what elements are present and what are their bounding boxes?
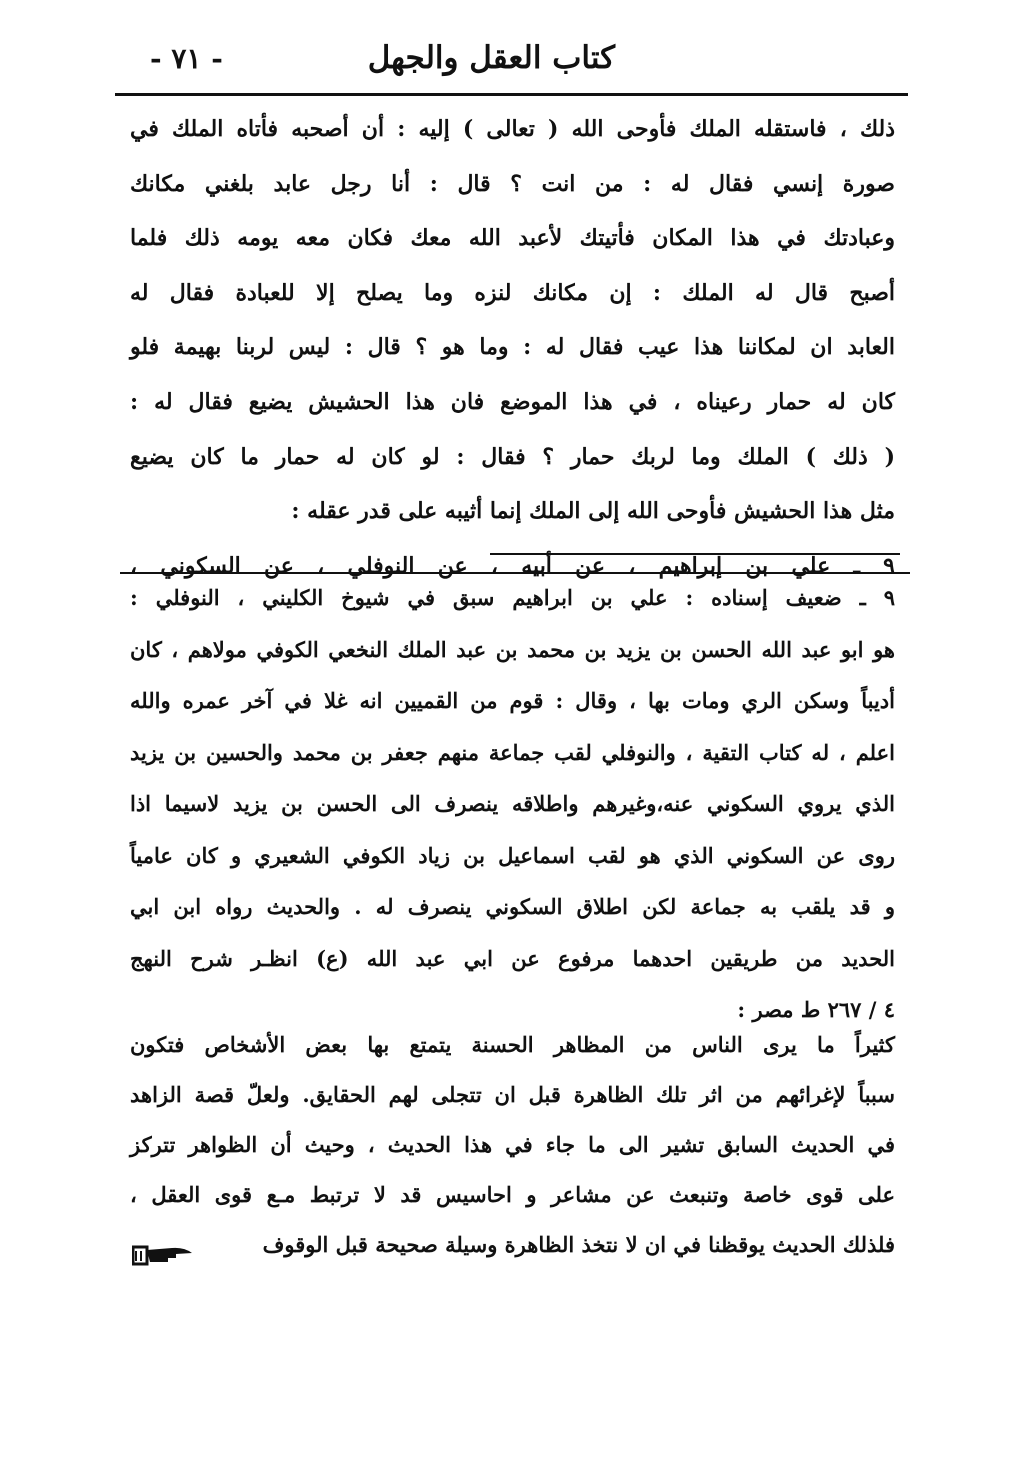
footnotes [130,572,895,1036]
page-number: - ٧١ - [150,42,223,75]
main-line: صورة إنسي فقال له : من انت ؟ قال : أنا رجل عابد بلغني مكانك [130,170,895,197]
footnote-line: هو ابو عبد الله الحسن بن يزيد بن محمد بن عبد الملك النخعي الكوفي مولاهم ، كان [130,636,895,662]
continue-hand-icon [132,1242,194,1268]
footnote-line: أديباً وسكن الري ومات بها ، وقال : قوم من القميين انه غلا في آخر عمره والله [130,688,895,713]
commentary-line: سبباً لإغرائهم من اثر تلك الظاهرة قبل ان تتجلى لهم الحقايق. ولعلّ قصة الزاهد [130,1082,895,1107]
footnote-line: روى عن السكوني الذي هو لقب اسماعيل بن زياد الكوفي الشعيري و كان عامياً [130,842,895,868]
main-line: ( ذلك ) الملك وما لربك حمار ؟ فقال : لو كان له حمار ما كان يضيع [130,443,895,470]
footnote-line: اعلم ، له كتاب التقية ، والنوفلي لقب جماعة منهم جعفر بن محمد والحسين بن يزيد [130,739,895,765]
header-rule [115,93,908,96]
footnote-line: الحديد من طريقين احدهما مرفوع عن ابي عبد الله (ع) انظـر شرح النهج [130,945,895,971]
main-line: مثل هذا الحشيش فأوحى الله إلى الملك إنما أثيبه على قدر عقله : [291,498,895,525]
main-text [130,102,895,593]
main-line: العابد ان لمكاننا هذا عيب فقال له : وما هو ؟ قال : ليس لربنا بهيمة فلو [130,334,895,361]
hadith-chain-line: ٩ ـ علي بن إبراهيم ، عن أبيه ، عن النوفلي ، عن السكوني ، [130,552,895,579]
footnote-line: الذي يروي السكوني عنه،وغيرهم واطلاقه ينصرف الى الحسن بن يزيد لاسيما اذا [130,791,895,816]
footnote-line: و قد يلقب به جماعة لكن اطلاق السكوني ينصرف له . والحديث رواه ابن ابي [130,894,895,919]
main-line: ذلك ، فاستقله الملك فأوحى الله ( تعالى ) إليه : أن أصحبه فأتاه الملك في [130,116,895,142]
chain-underline [490,553,900,555]
page-header [120,38,910,88]
main-line: وعبادتك في هذا المكان فأتيتك لأعبد الله معك فكان معه يومه ذلك فلما [130,225,895,252]
commentary-line: على قوى خاصة وتنبعث عن مشاعر و احاسيس قد لا ترتبط مـع قوى العقل ، [130,1182,895,1207]
commentary-line: فلذلك الحديث يوقظنا في ان لا نتخذ الظاهرة وسيلة صحيحة قبل الوقوف [262,1232,895,1257]
commentary-line: كثيراً ما يرى الناس من المظاهر الحسنة يتمتع بها بعض الأشخاص فتكون [130,1032,895,1057]
main-line: أصبح قال له الملك : إن مكانك لنزه وما يصلح إلا للعبادة فقال له [130,279,895,306]
footnote-line: ٩ ـ ضعيف إسناده : علي بن ابراهيم سبق في شيوخ الكليني ، النوفلي : [130,585,895,610]
main-line: كان له حمار رعيناه ، في هذا الموضع فان هذا الحشيش يضيع فقال له : [130,388,895,415]
commentary-line: في الحديث السابق تشير الى ما جاء في هذا الحديث ، وحيث أن الظواهر تتركز [130,1132,895,1157]
chapter-title: كتاب العقل والجهل [367,40,615,76]
footnote-line: ٤ / ٢٦٧ ط مصر : [737,997,895,1022]
commentary [130,1020,895,1270]
